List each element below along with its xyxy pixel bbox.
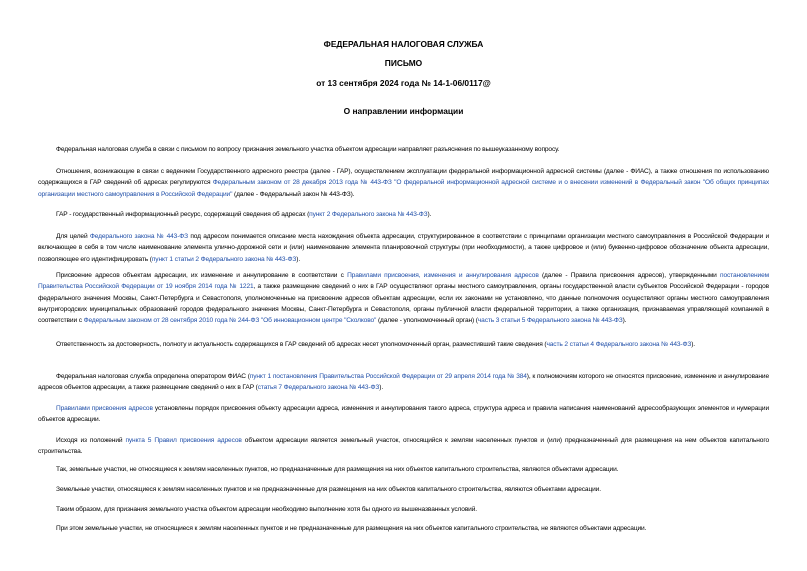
paragraph-text: Федеральная налоговая служба определена оператором ФИАС (: [56, 373, 250, 380]
paragraph-text: Так, земельные участки, не относящиеся к землям населенных пунктов, но предназначенные для размещения на них объектов капитального строительства, являются объектами адресации.: [56, 466, 619, 473]
legal-reference-link[interactable]: пункта 5 Правил присвоения адресов: [125, 437, 242, 444]
paragraph: [38, 209, 769, 220]
paragraph-text: При этом земельные участки, не относящиеся к землям населенных пунктов и не предназначенные для размещения на них объектов капитального строительства, не являются объектами адресации.: [56, 525, 647, 532]
legal-reference-link[interactable]: Федеральным законом от 28 сентября 2010 года № 244-ФЗ "Об инновационном центре "Сколково": [83, 317, 377, 325]
paragraph: [38, 144, 769, 155]
paragraph-text: Исходя из положений: [56, 437, 126, 444]
paragraph-text: ).: [691, 341, 695, 348]
legal-reference-link[interactable]: статья 7 Федерального закона № 443-ФЗ: [257, 384, 380, 392]
paragraph-text: Ответственность за достоверность, полноту и актуальность содержащихся в ГАР сведений об адресах несет уполномоченный орган, разместивший такие сведения (: [56, 341, 547, 348]
paragraph-text: ).: [379, 384, 384, 392]
paragraph-text: Земельные участки, относящиеся к землям населенных пунктов и не предназначенные для размещения на них объектов капитального строительства, являются объектами адресации.: [56, 486, 601, 493]
paragraph: [38, 504, 769, 515]
paragraph-text: (далее - Федеральный закон № 443-ФЗ).: [232, 190, 355, 198]
legal-reference-link[interactable]: Федерального закона № 443-ФЗ: [89, 233, 189, 240]
legal-reference-link[interactable]: часть 2 статьи 4 Федерального закона № 443-ФЗ: [546, 341, 692, 348]
legal-reference-link[interactable]: постановлением Правительства Российской Федерации от 19 ноября 2014 года № 1221: [38, 272, 769, 291]
legal-reference-link[interactable]: Правилами присвоения, изменения и аннулирования адресов: [347, 272, 539, 279]
paragraph-text: , а также размещение сведений о них в ГАР осуществляют органы местного самоуправления, органы государственной власти субъектов Российской Федерации - городов федерального значения Москвы, Санкт-Петербурга и Севастополя, уполномоченные на присвоение адресов объектам адресации, если их законами не установлено, что данные полномочия осуществляют органы местного самоуправления внутригородских муниципальных образований городов федерального значения Москвы, Санкт-Петербурга и Севастополя, органы публичной власти федеральной территории, а также организация, признаваемая управляющей компанией в соответствии с: [38, 283, 769, 325]
legal-reference-link[interactable]: Федеральным законом от 28 декабря 2013 года № 443-ФЗ "О федеральной информационной адресной системе и о внесении изменений в Федеральный закон "Об общих принципах организации местного самоуправления в Российской Федерации": [38, 179, 769, 198]
paragraph: [38, 484, 769, 495]
paragraph-text: ).: [296, 255, 301, 263]
paragraph-text: под адресом понимается описание места нахождения объекта адресации, структурированное в соответствии с принципами организации местного самоуправления в Российской Федерации и включающее в себя в том числе наименование элемента улично-дорожной сети и (или) наименование элемента планировочной структуры (при необходимости), а также цифровое и (или) буквенно-цифровое обозначение объекта адресации, позволяющее его идентифицировать (: [38, 233, 770, 263]
legal-reference-link[interactable]: часть 3 статьи 5 Федерального закона № 443-ФЗ: [477, 317, 623, 325]
paragraph-text: Отношения, возникающие в связи с ведением Государственного адресного реестра (далее - ГАР), осуществлением эксплуатации федеральной информационной адресной системы (далее - ФИАС), а также отношения по использованию содержащихся в ГАР сведений об адресах регулируются: [38, 168, 769, 187]
legal-reference-link[interactable]: пункт 2 Федерального закона № 443-ФЗ: [309, 211, 428, 218]
legal-reference-link[interactable]: пункт 1 постановления Правительства Российской Федерации от 29 апреля 2014 года № 384: [249, 373, 527, 380]
paragraph: [38, 464, 769, 475]
paragraph-text: Федеральная налоговая служба в связи с письмом по вопросу признания земельного участка объектом адресации направляет разъяснения по вышеуказанному вопросу.: [56, 146, 560, 153]
paragraph-text: ), к полномочиям которого не относятся присвоение, изменение и аннулирование адресов объектов адресации, а также размещение сведений о них в ГАР (: [38, 373, 769, 392]
document-type-heading: ПИСЬМО: [384, 58, 423, 68]
paragraph: [38, 166, 769, 200]
paragraph-text: Таким образом, для признания земельного участка объектом адресации необходимо выполнение хотя бы одного из вышеназванных условий.: [56, 506, 477, 513]
paragraph: [38, 371, 769, 394]
paragraph: [38, 339, 769, 350]
legal-reference-link[interactable]: Правилами присвоения адресов: [56, 405, 153, 412]
document-subject: О направлении информации: [343, 106, 464, 116]
paragraph: [38, 435, 769, 458]
paragraph-text: Присвоение адресов объектам адресации, их изменение и аннулирование в соответствии с: [56, 272, 348, 279]
document-date-number: от 13 сентября 2024 года № 14-1-06/0117@: [316, 78, 491, 88]
paragraph: [38, 231, 769, 265]
paragraph-text: ).: [622, 317, 627, 325]
paragraph-text: (далее - Правила присвоения адресов), утвержденными: [538, 272, 720, 279]
paragraph: [38, 523, 769, 534]
paragraph: [38, 403, 769, 426]
paragraph-text: объектом адресации является земельный участок, относящийся к землям населенных пунктов и (или) предназначенный для размещения на нем объектов капитального строительства.: [38, 437, 769, 456]
legal-reference-link[interactable]: пункт 1 статьи 2 Федерального закона № 443-ФЗ: [151, 255, 297, 263]
paragraph-text: ).: [427, 211, 432, 218]
paragraph: [38, 270, 769, 326]
paragraph-text: (далее - уполномоченный орган) (: [376, 317, 478, 325]
agency-heading: ФЕДЕРАЛЬНАЯ НАЛОГОВАЯ СЛУЖБА: [323, 39, 484, 49]
paragraph-text: установлены порядок присвоения объекту адресации адреса, изменения и аннулирования такого адреса, структура адреса и правила написания наименований адресообразующих элементов и нумерации объектов адресации.: [38, 405, 769, 424]
paragraph-text: ГАР - государственный информационный ресурс, содержащий сведения об адресах (: [56, 211, 310, 218]
paragraph-text: Для целей: [56, 233, 90, 240]
